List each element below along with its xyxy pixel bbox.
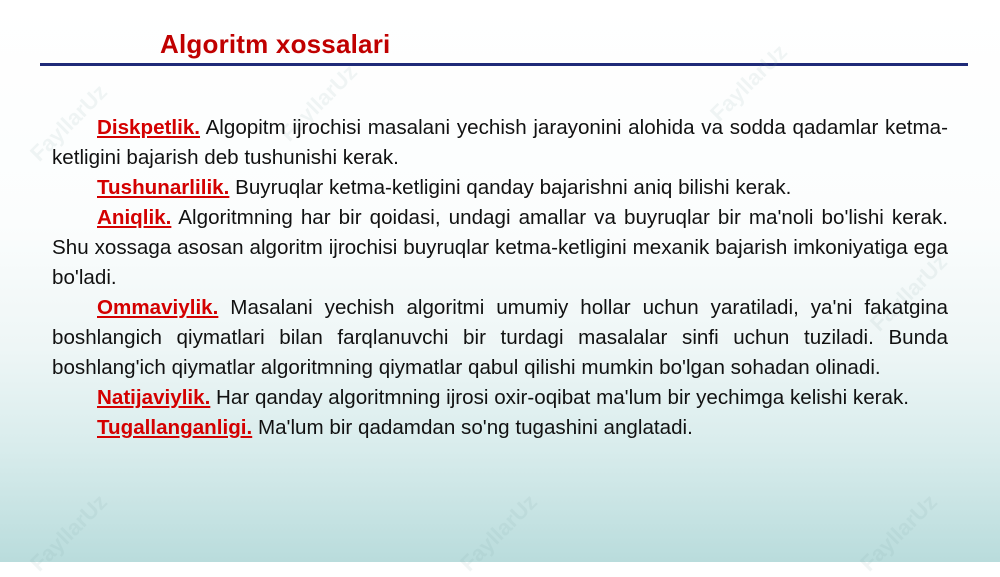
property-description: Har qanday algoritmning ijrosi oxir-oqibat ma'lum bir yechimga kelishi kerak.: [210, 386, 910, 409]
watermark: FayllarUz: [865, 249, 952, 337]
property-term: Tushunarlilik.: [97, 176, 230, 199]
property-paragraph-natijaviylik: [52, 383, 948, 413]
property-description: Masalani yechish algoritmi umumiy hollar uchun yaratiladi, ya'ni fakatgina boshlangich qiymatlari bilan farqlanuvchi bir turdagi masalalar sinfi uchun tuziladi. Bunda boshlang'ich qiymatlar algoritmning qiymatlar qabul qilishi mumkin bo'lgan sohadan olinadi.: [52, 296, 948, 379]
watermark: FayllarUz: [275, 59, 362, 147]
property-description: Ma'lum bir qadamdan so'ng tugashini anglatadi.: [252, 416, 693, 439]
properties-list: [52, 113, 948, 443]
watermark: FayllarUz: [455, 489, 542, 577]
property-paragraph-tugallanganligi: [52, 413, 948, 443]
watermark: FayllarUz: [705, 39, 792, 127]
property-paragraph-diskpetlik: [52, 113, 948, 173]
property-term: Natijaviylik.: [97, 386, 211, 409]
property-description: Algoritmning har bir qoidasi, undagi amallar va buyruqlar bir ma'noli bo'lishi kerak. Shu xossaga asosan algoritm ijrochisi buyruqlar ketma-ketligini mexanik bajarish imkoniyatiga ega bo'ladi.: [52, 206, 948, 289]
property-paragraph-tushunarlilik: [52, 173, 948, 203]
watermark: FayllarUz: [855, 489, 942, 577]
property-description: Buyruqlar ketma-ketligini qanday bajarishni aniq bilishi kerak.: [229, 176, 792, 199]
property-term: Tugallanganligi.: [97, 416, 253, 439]
title-underline-rule: [40, 63, 968, 66]
property-paragraph-ommaviylik: [52, 293, 948, 383]
property-paragraph-aniqlik: [52, 203, 948, 293]
property-description: Algopitm ijrochisi masalani yechish jarayonini alohida va sodda qadamlar ketma-ketligini bajarish deb tushunishi kerak.: [52, 116, 948, 169]
watermark: FayllarUz: [25, 79, 112, 167]
property-term: Diskpetlik.: [97, 116, 201, 139]
slide-title: Algoritm xossalari: [160, 29, 391, 59]
property-term: Aniqlik.: [97, 206, 172, 229]
property-term: Ommaviylik.: [97, 296, 219, 319]
watermark: FayllarUz: [25, 489, 112, 577]
